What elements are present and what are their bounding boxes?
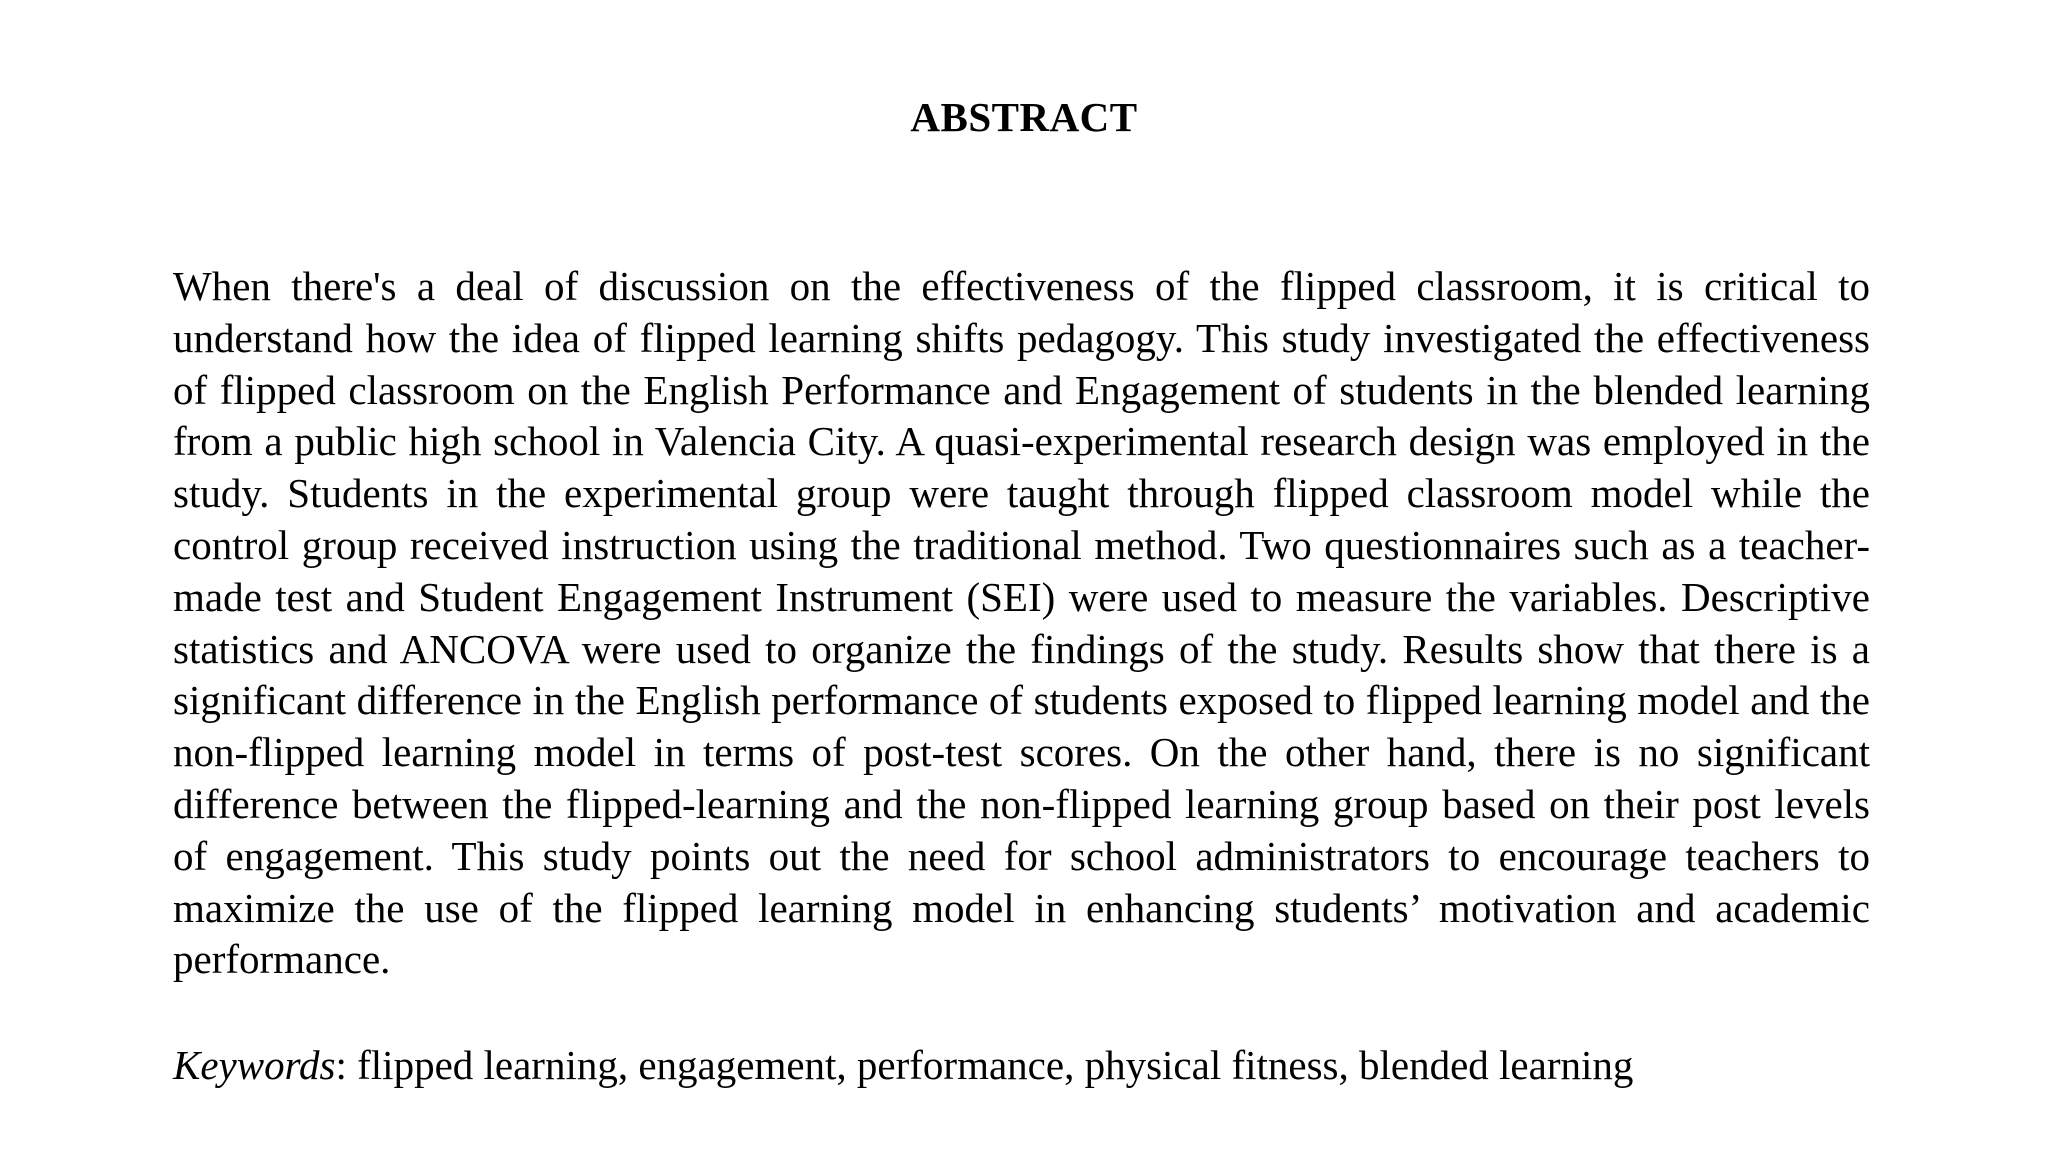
keywords-separator: : bbox=[335, 1042, 358, 1088]
abstract-heading: ABSTRACT bbox=[910, 94, 1138, 140]
keywords-line bbox=[173, 1040, 1870, 1091]
abstract-paragraph: When there's a deal of discussion on the effectiveness of the flipped classroom, it is critical to understand how the idea of flipped learning shifts pedagogy. This study investigated the effectiveness of flipped classroom on the English Performance and Engagement of students in the blended learning from a public high school in Valencia City. A quasi-experimental research design was employed in the study. Students in the experimental group were taught through flipped classroom model while the control group received instruction using the traditional method. Two questionnaires such as a teacher-made test and Student Engagement Instrument (SEI) were used to measure the variables. Descriptive statistics and ANCOVA were used to organize the findings of the study. Results show that there is a significant difference in the English performance of students exposed to flipped learning model and the non-flipped learning model in terms of post-test scores. On the other hand, there is no significant difference between the flipped-learning and the non-flipped learning group based on their post levels of engagement. This study points out the need for school administrators to encourage teachers to maximize the use of the flipped learning model in enhancing students’ motivation and academic performance. bbox=[173, 263, 1870, 983]
keywords-label: Keywords bbox=[173, 1042, 336, 1088]
keywords-list: flipped learning, engagement, performance, physical fitness, blended learning bbox=[357, 1042, 1634, 1088]
